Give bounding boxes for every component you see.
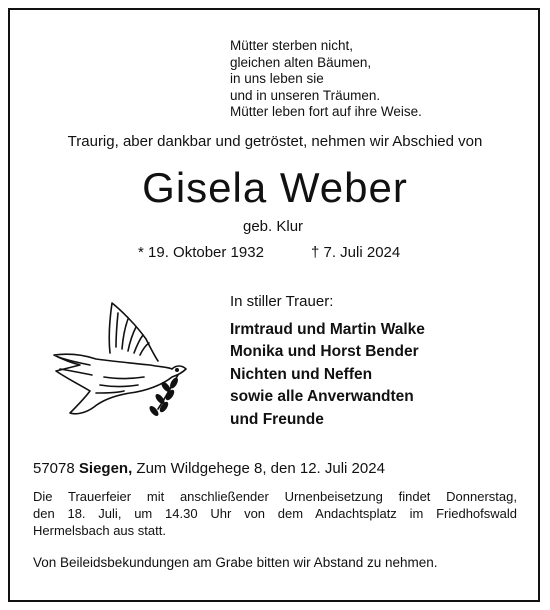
dove-with-olive-branch-icon [50, 295, 200, 425]
place-and-date [33, 460, 385, 477]
poem-line: in uns leben sie [230, 71, 324, 87]
mourner-entry: Irmtraud und Martin Walke [230, 321, 425, 338]
poem-line: und in unseren Träumen. [230, 87, 381, 103]
maiden-name: geb. Klur [243, 218, 304, 235]
poem-line: Mütter sterben nicht, [230, 38, 354, 53]
city: Siegen, [78, 460, 133, 477]
address-and-date: Zum Wildgehege 8, den 12. Juli 2024 [136, 460, 385, 477]
poem-line: Mütter leben fort auf ihre Weise. [230, 104, 422, 120]
death-date: † 7. Juli 2024 [311, 244, 401, 261]
deceased-name: Gisela Weber [142, 164, 408, 211]
poem-line: gleichen alten Bäumen, [230, 54, 372, 70]
ceremony-line: Hermelsbach aus statt. [33, 523, 166, 538]
funeral-ceremony-notice [33, 488, 517, 539]
mourner-entry: Monika und Horst Bender [230, 343, 419, 361]
mourner-entry: und Freunde [230, 410, 324, 428]
mourner-entry: sowie alle Anverwandten [230, 388, 414, 406]
ceremony-line: den 18. Juli, um 14.30 Uhr von dem Andachtsplatz im Friedhofswald [33, 506, 517, 521]
mourner-entry: Nichten und Neffen [230, 365, 373, 383]
farewell-intro: Traurig, aber dankbar und getröstet, nehmen wir Abschied von [67, 133, 483, 150]
birth-date: * 19. Oktober 1932 [138, 244, 264, 261]
mourners-list [230, 319, 425, 431]
ceremony-line: Die Trauerfeier mit anschließender Urnenbeisetzung findet Donnerstag, [33, 489, 517, 504]
poem [230, 38, 422, 121]
postal-code: 57078 [33, 460, 75, 477]
condolence-note: Von Beileidsbekundungen am Grabe bitten wir Abstand zu nehmen. [33, 555, 438, 570]
mourning-label: In stiller Trauer: [230, 293, 334, 310]
